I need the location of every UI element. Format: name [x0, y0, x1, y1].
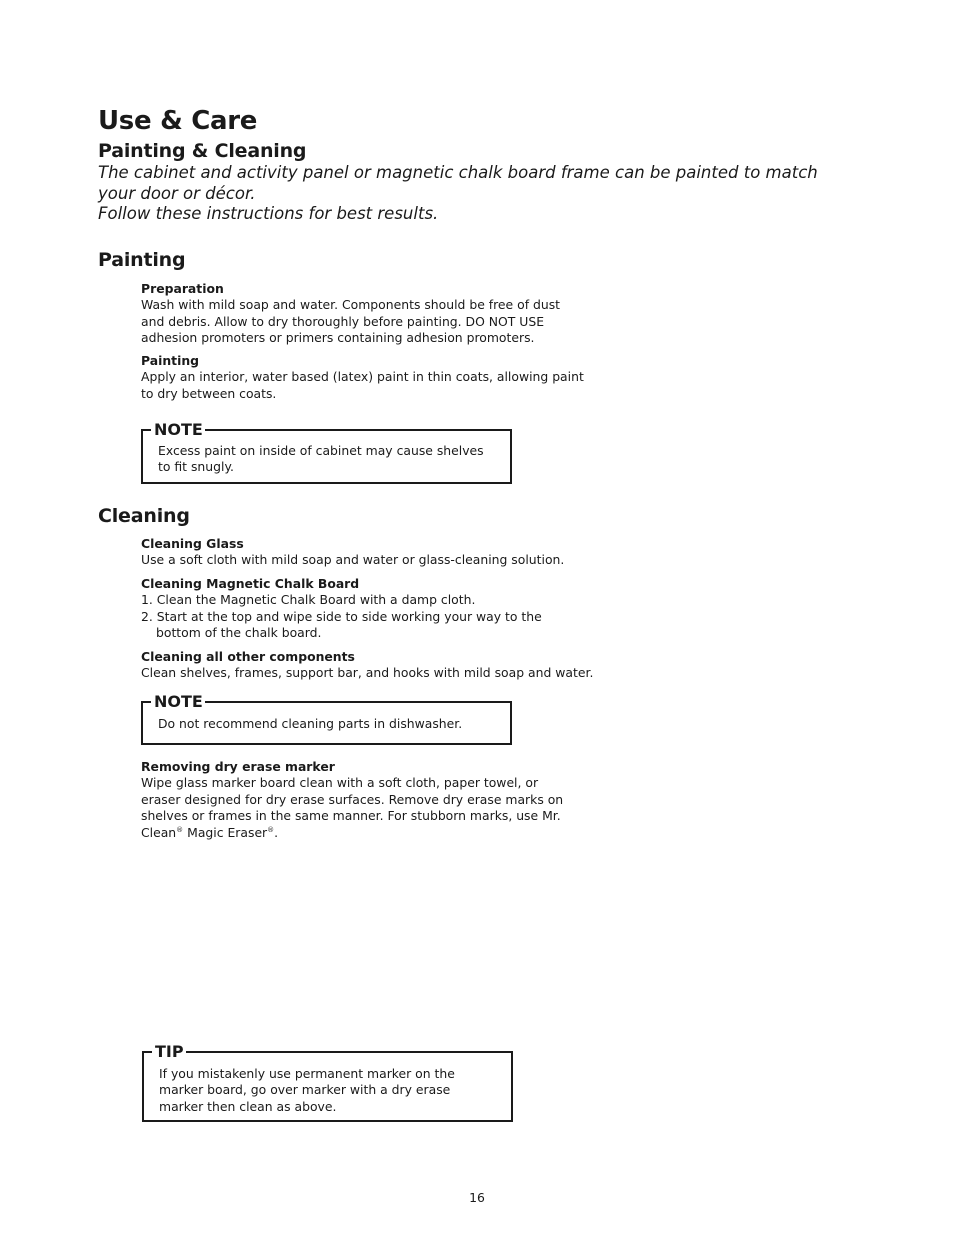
cleaning-note-text: Do not recommend cleaning parts in dishwasher. [158, 716, 463, 731]
painting-heading: Painting [98, 249, 186, 271]
cleaning-glass-block [141, 536, 601, 569]
cleaning-glass-text: Use a soft cloth with mild soap and water or glass-cleaning solution. [141, 552, 565, 568]
note-label: NOTE [151, 693, 205, 711]
registered-mark: ® [267, 825, 275, 834]
intro-text [98, 163, 858, 225]
registered-mark: ® [176, 825, 184, 834]
intro-line-2: Follow these instructions for best results. [98, 204, 439, 223]
chalk-board-label: Cleaning Magnetic Chalk Board [141, 576, 360, 591]
page-title: Use & Care [98, 106, 258, 136]
painting-label: Painting [141, 353, 200, 368]
note-label: NOTE [151, 421, 205, 439]
painting-block [141, 353, 586, 402]
tip-box [142, 1042, 513, 1122]
chalk-board-block [141, 576, 586, 642]
page-number: 16 [469, 1190, 485, 1205]
painting-note-box [141, 420, 512, 484]
painting-text: Apply an interior, water based (latex) paint in thin coats, allowing paint to dry between coats. [141, 369, 584, 401]
tip-label: TIP [152, 1043, 186, 1061]
painting-note-text: Excess paint on inside of cabinet may cause shelves to fit snugly. [158, 443, 484, 475]
chalk-step-2: 2. Start at the top and wipe side to side working your way to the bottom of the chalk board. [141, 608, 542, 641]
preparation-label: Preparation [141, 281, 224, 296]
other-components-block [141, 649, 611, 682]
cleaning-glass-label: Cleaning Glass [141, 536, 244, 551]
chalk-step-1: 1. Clean the Magnetic Chalk Board with a damp cloth. [141, 592, 476, 608]
tip-text: If you mistakenly use permanent marker on the marker board, go over marker with a dry erase marker then clean as above. [159, 1066, 455, 1114]
page-subtitle: Painting & Cleaning [98, 140, 307, 162]
other-components-text: Clean shelves, frames, support bar, and hooks with mild soap and water. [141, 665, 594, 681]
marker-block [141, 759, 571, 841]
cleaning-heading: Cleaning [98, 505, 190, 527]
preparation-text: Wash with mild soap and water. Components should be free of dust and debris. Allow to dry thoroughly before painting. DO NOT USE adhesion promoters or primers containing adhesion promoters. [141, 297, 561, 346]
marker-text-part-3: . [274, 824, 279, 840]
other-components-label: Cleaning all other components [141, 649, 355, 664]
preparation-block [141, 281, 581, 347]
marker-text [141, 775, 571, 841]
marker-label: Removing dry erase marker [141, 759, 335, 774]
marker-text-part-2: Magic Eraser [187, 824, 268, 840]
cleaning-note-box [141, 692, 512, 745]
intro-line-1: The cabinet and activity panel or magnetic chalk board frame can be painted to match your door or décor. [98, 163, 818, 203]
marker-text-part-1: Wipe glass marker board clean with a soft cloth, paper towel, or eraser designed for dry erase surfaces. Remove dry erase marks on shelves or frames in the same manner. For stubborn marks, use Mr. Clean [141, 775, 564, 840]
